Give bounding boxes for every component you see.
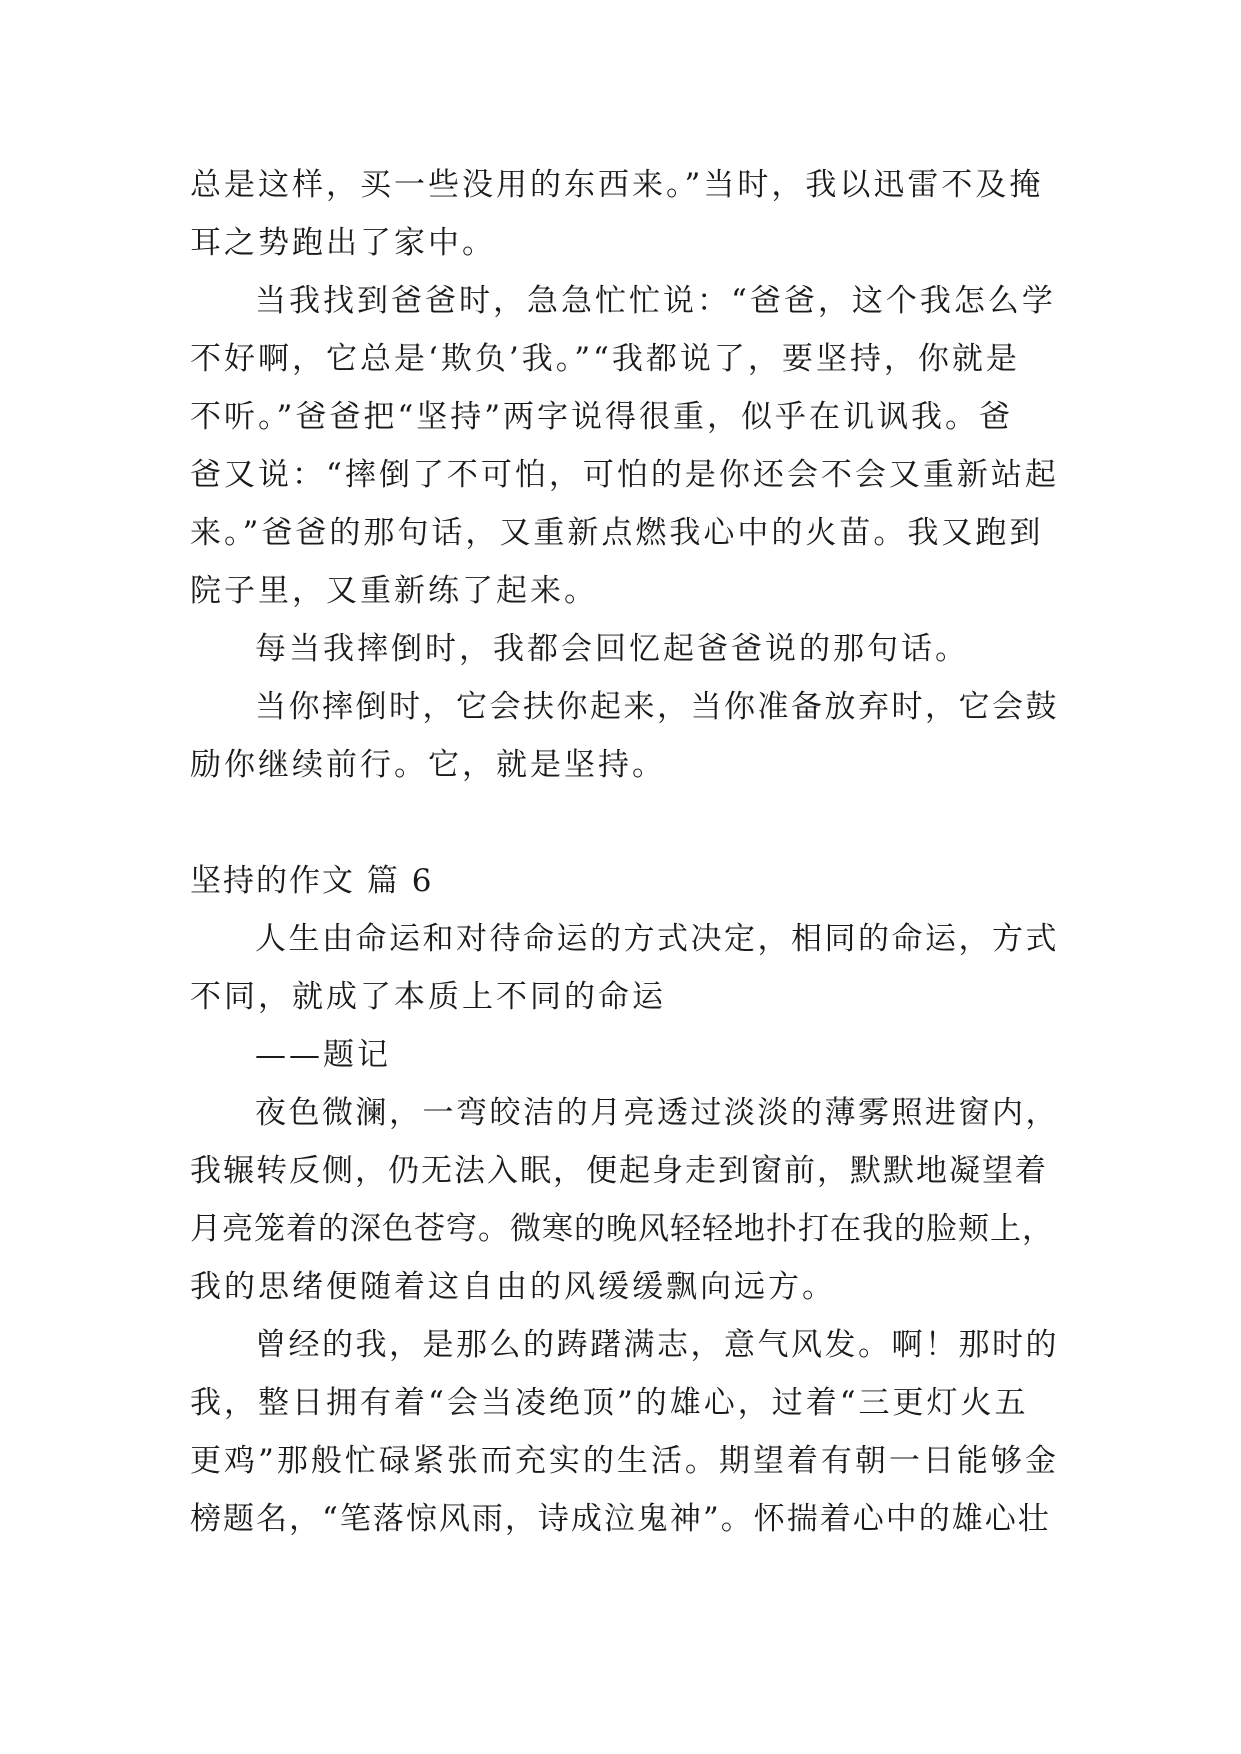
- paragraph-line: 励你继续前行。它，就是坚持。: [190, 747, 666, 783]
- paragraph-line: 当你摔倒时，它会扶你起来，当你准备放弃时，它会鼓: [255, 689, 1059, 725]
- paragraph-line: 当我找到爸爸时，急急忙忙说：“爸爸，这个我怎么学: [255, 283, 1056, 319]
- paragraph-line: 人生由命运和对待命运的方式决定，相同的命运，方式: [255, 921, 1059, 957]
- paragraph-line: 耳之势跑出了家中。: [190, 225, 496, 261]
- paragraph-line: 我的思绪便随着这自由的风缓缓飘向远方。: [190, 1269, 836, 1305]
- paragraph-line: 不同，就成了本质上不同的命运: [190, 979, 666, 1015]
- epigraph-attribution: ——题记: [255, 1037, 391, 1073]
- paragraph-line: 更鸡”那般忙碌紧张而充实的生活。期望着有朝一日能够金: [190, 1443, 1059, 1479]
- paragraph-line: 爸又说：“摔倒了不可怕，可怕的是你还会不会又重新站起: [190, 457, 1059, 493]
- paragraph-line: 不听。”爸爸把“坚持”两字说得很重，似乎在讥讽我。爸: [190, 399, 1014, 435]
- paragraph-line: 我，整日拥有着“会当凌绝顶”的雄心，过着“三更灯火五: [190, 1385, 1029, 1421]
- paragraph-line: 月亮笼着的深色苍穹。微寒的晚风轻轻地扑打在我的脸颊上，: [190, 1211, 1054, 1247]
- paragraph-line: 总是这样，买一些没用的东西来。”当时，我以迅雷不及掩: [190, 167, 1044, 203]
- paragraph-line: 榜题名，“笔落惊风雨，诗成泣鬼神”。怀揣着心中的雄心壮: [190, 1501, 1051, 1537]
- paragraph-line: 每当我摔倒时，我都会回忆起爸爸说的那句话。: [255, 631, 969, 667]
- paragraph-line: 院子里，又重新练了起来。: [190, 573, 598, 609]
- section-heading: 坚持的作文 篇 6: [190, 863, 434, 899]
- paragraph-line: 我辗转反侧，仍无法入眠，便起身走到窗前，默默地凝望着: [190, 1153, 1048, 1189]
- paragraph-line: 不好啊，它总是‘欺负’我。”“我都说了，要坚持，你就是: [190, 341, 1020, 377]
- paragraph-line: 曾经的我，是那么的踌躇满志，意气风发。啊！那时的: [255, 1327, 1059, 1363]
- paragraph-line: 来。”爸爸的那句话，又重新点燃我心中的火苗。我又跑到: [190, 515, 1044, 551]
- paragraph-line: 夜色微澜，一弯皎洁的月亮透过淡淡的薄雾照进窗内，: [255, 1095, 1059, 1131]
